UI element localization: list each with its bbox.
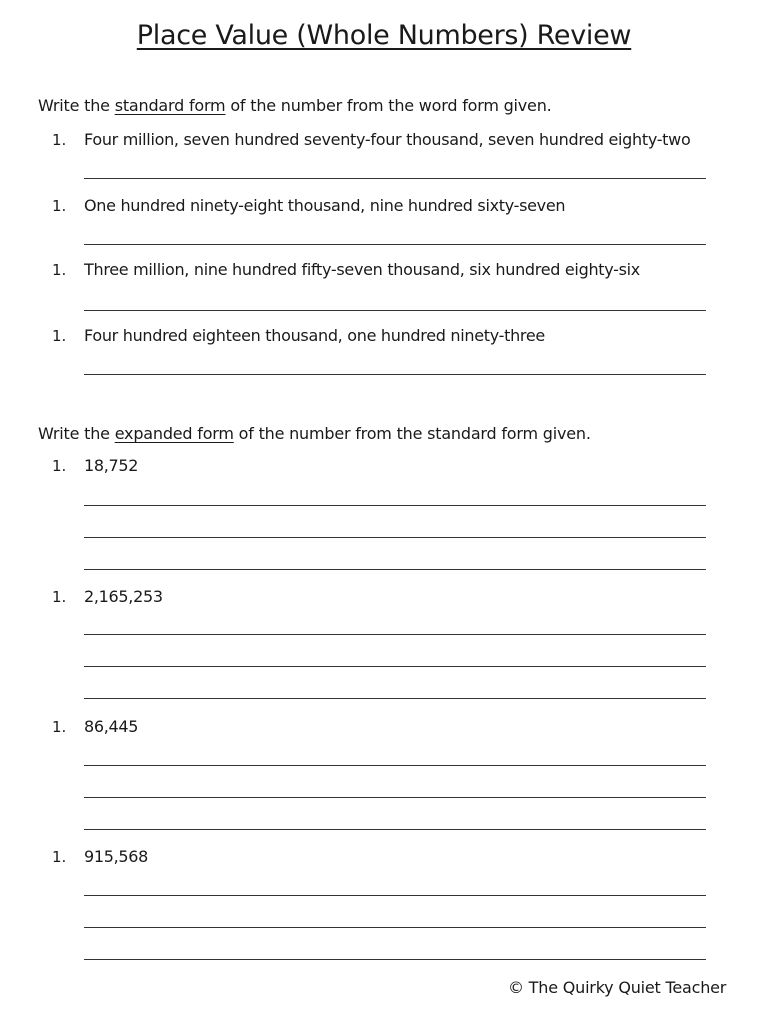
answer-line[interactable] bbox=[84, 895, 706, 896]
section2-item-text: 915,568 bbox=[84, 847, 149, 866]
section2-instruction bbox=[38, 424, 591, 443]
section2-item-text: 2,165,253 bbox=[84, 587, 163, 606]
answer-line[interactable] bbox=[84, 178, 706, 179]
section1-item-number: 1. bbox=[52, 261, 67, 279]
section1-item-text: Four hundred eighteen thousand, one hundred ninety-three bbox=[84, 326, 545, 345]
answer-line[interactable] bbox=[84, 374, 706, 375]
section2-item-number: 1. bbox=[52, 848, 67, 866]
section2-instruction-after: of the number from the standard form given. bbox=[233, 424, 591, 443]
answer-line[interactable] bbox=[84, 765, 706, 766]
section1-item-text: Four million, seven hundred seventy-four thousand, seven hundred eighty-two bbox=[84, 130, 691, 149]
section1-instruction-term: standard form bbox=[114, 96, 226, 115]
section1-instruction-after: of the number from the word form given. bbox=[225, 96, 552, 115]
answer-line[interactable] bbox=[84, 310, 706, 311]
section1-item-text: Three million, nine hundred fifty-seven thousand, six hundred eighty-six bbox=[84, 260, 640, 279]
section2-item-number: 1. bbox=[52, 718, 67, 736]
answer-line[interactable] bbox=[84, 634, 706, 635]
section2-item-number: 1. bbox=[52, 457, 67, 475]
answer-line[interactable] bbox=[84, 829, 706, 830]
answer-line[interactable] bbox=[84, 569, 706, 570]
section1-item-number: 1. bbox=[52, 327, 67, 345]
answer-line[interactable] bbox=[84, 666, 706, 667]
answer-line[interactable] bbox=[84, 927, 706, 928]
section1-item-number: 1. bbox=[52, 197, 67, 215]
section2-instruction-before: Write the bbox=[38, 424, 115, 443]
answer-line[interactable] bbox=[84, 505, 706, 506]
answer-line[interactable] bbox=[84, 797, 706, 798]
section1-item-text: One hundred ninety-eight thousand, nine hundred sixty-seven bbox=[84, 196, 566, 215]
section2-item-number: 1. bbox=[52, 588, 67, 606]
worksheet-title: Place Value (Whole Numbers) Review bbox=[136, 20, 632, 51]
section2-item-text: 18,752 bbox=[84, 456, 139, 475]
answer-line[interactable] bbox=[84, 244, 706, 245]
answer-line[interactable] bbox=[84, 959, 706, 960]
answer-line[interactable] bbox=[84, 698, 706, 699]
section2-item-text: 86,445 bbox=[84, 717, 139, 736]
section1-instruction-before: Write the bbox=[38, 96, 115, 115]
copyright-footer: © The Quirky Quiet Teacher bbox=[508, 978, 727, 997]
section1-item-number: 1. bbox=[52, 131, 67, 149]
section2-instruction-term: expanded form bbox=[114, 424, 234, 443]
answer-line[interactable] bbox=[84, 537, 706, 538]
section1-instruction bbox=[38, 96, 552, 115]
